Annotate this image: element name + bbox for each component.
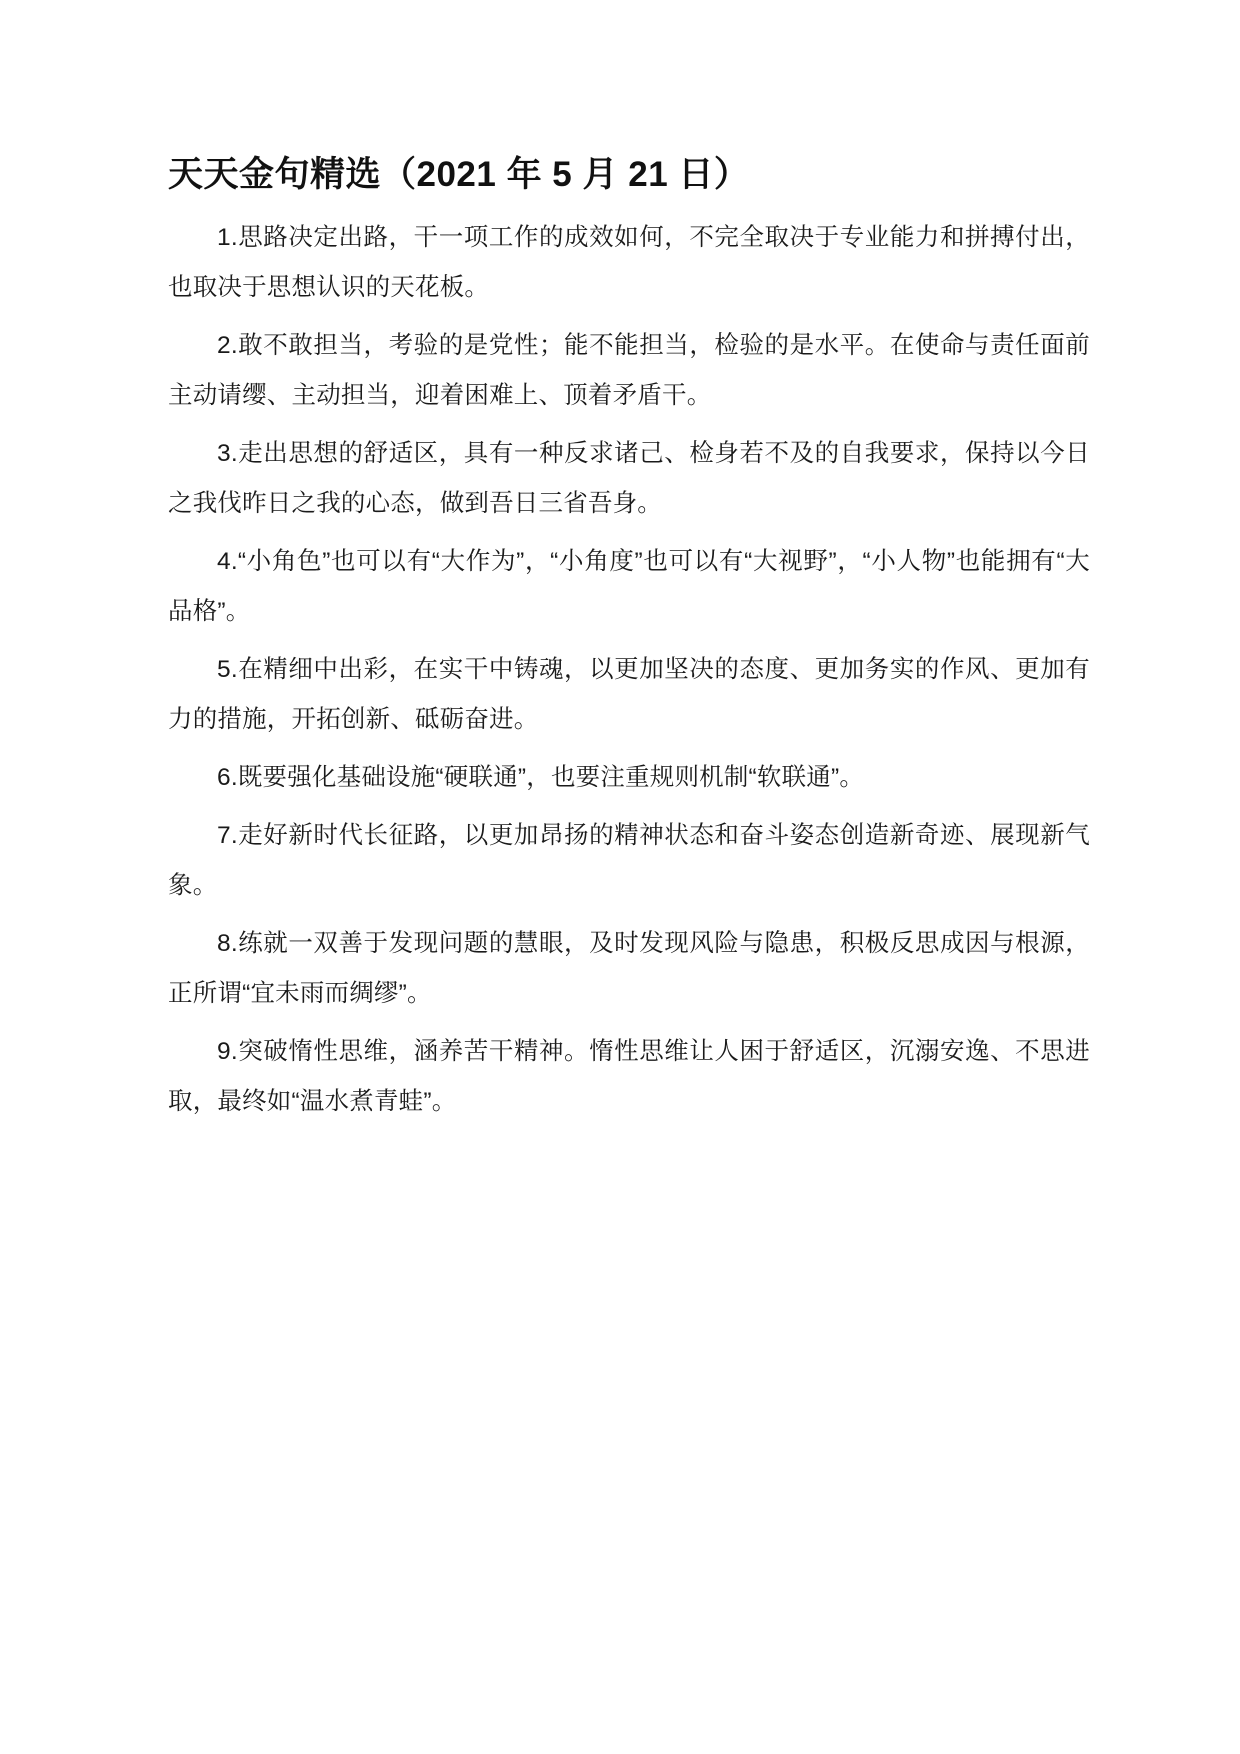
paragraph-4: 4.“小角色”也可以有“大作为”，“小角度”也可以有“大视野”，“小人物”也能拥有“大品格”。 bbox=[168, 547, 1090, 625]
paragraph-5: 5.在精细中出彩，在实干中铸魂，以更加坚决的态度、更加务实的作风、更加有力的措施，开拓创新、砥砺奋进。 bbox=[168, 655, 1090, 733]
paragraph-2: 2.敢不敢担当，考验的是党性；能不能担当，检验的是水平。在使命与责任面前主动请缨、主动担当，迎着困难上、顶着矛盾干。 bbox=[168, 331, 1090, 409]
paragraph-1: 1.思路决定出路，干一项工作的成效如何，不完全取决于专业能力和拼搏付出，也取决于思想认识的天花板。 bbox=[168, 224, 1090, 301]
page-title: 天天金句精选（2021 年 5 月 21 日） bbox=[168, 155, 750, 194]
paragraph-9: 9.突破惰性思维，涵养苦干精神。惰性思维让人困于舒适区，沉溺安逸、不思进取，最终如“温水煮青蛙”。 bbox=[168, 1037, 1090, 1115]
paragraph-7: 7.走好新时代长征路，以更加昂扬的精神状态和奋斗姿态创造新奇迹、展现新气象。 bbox=[168, 821, 1090, 899]
paragraph-3: 3.走出思想的舒适区，具有一种反求诸己、检身若不及的自我要求，保持以今日之我伐昨日之我的心态，做到吾日三省吾身。 bbox=[168, 439, 1090, 517]
paragraph-6: 6.既要强化基础设施“硬联通”，也要注重规则机制“软联通”。 bbox=[217, 763, 865, 791]
paragraph-8: 8.练就一双善于发现问题的慧眼，及时发现风险与隐患，积极反思成因与根源，正所谓“宜未雨而绸缪”。 bbox=[168, 929, 1090, 1007]
